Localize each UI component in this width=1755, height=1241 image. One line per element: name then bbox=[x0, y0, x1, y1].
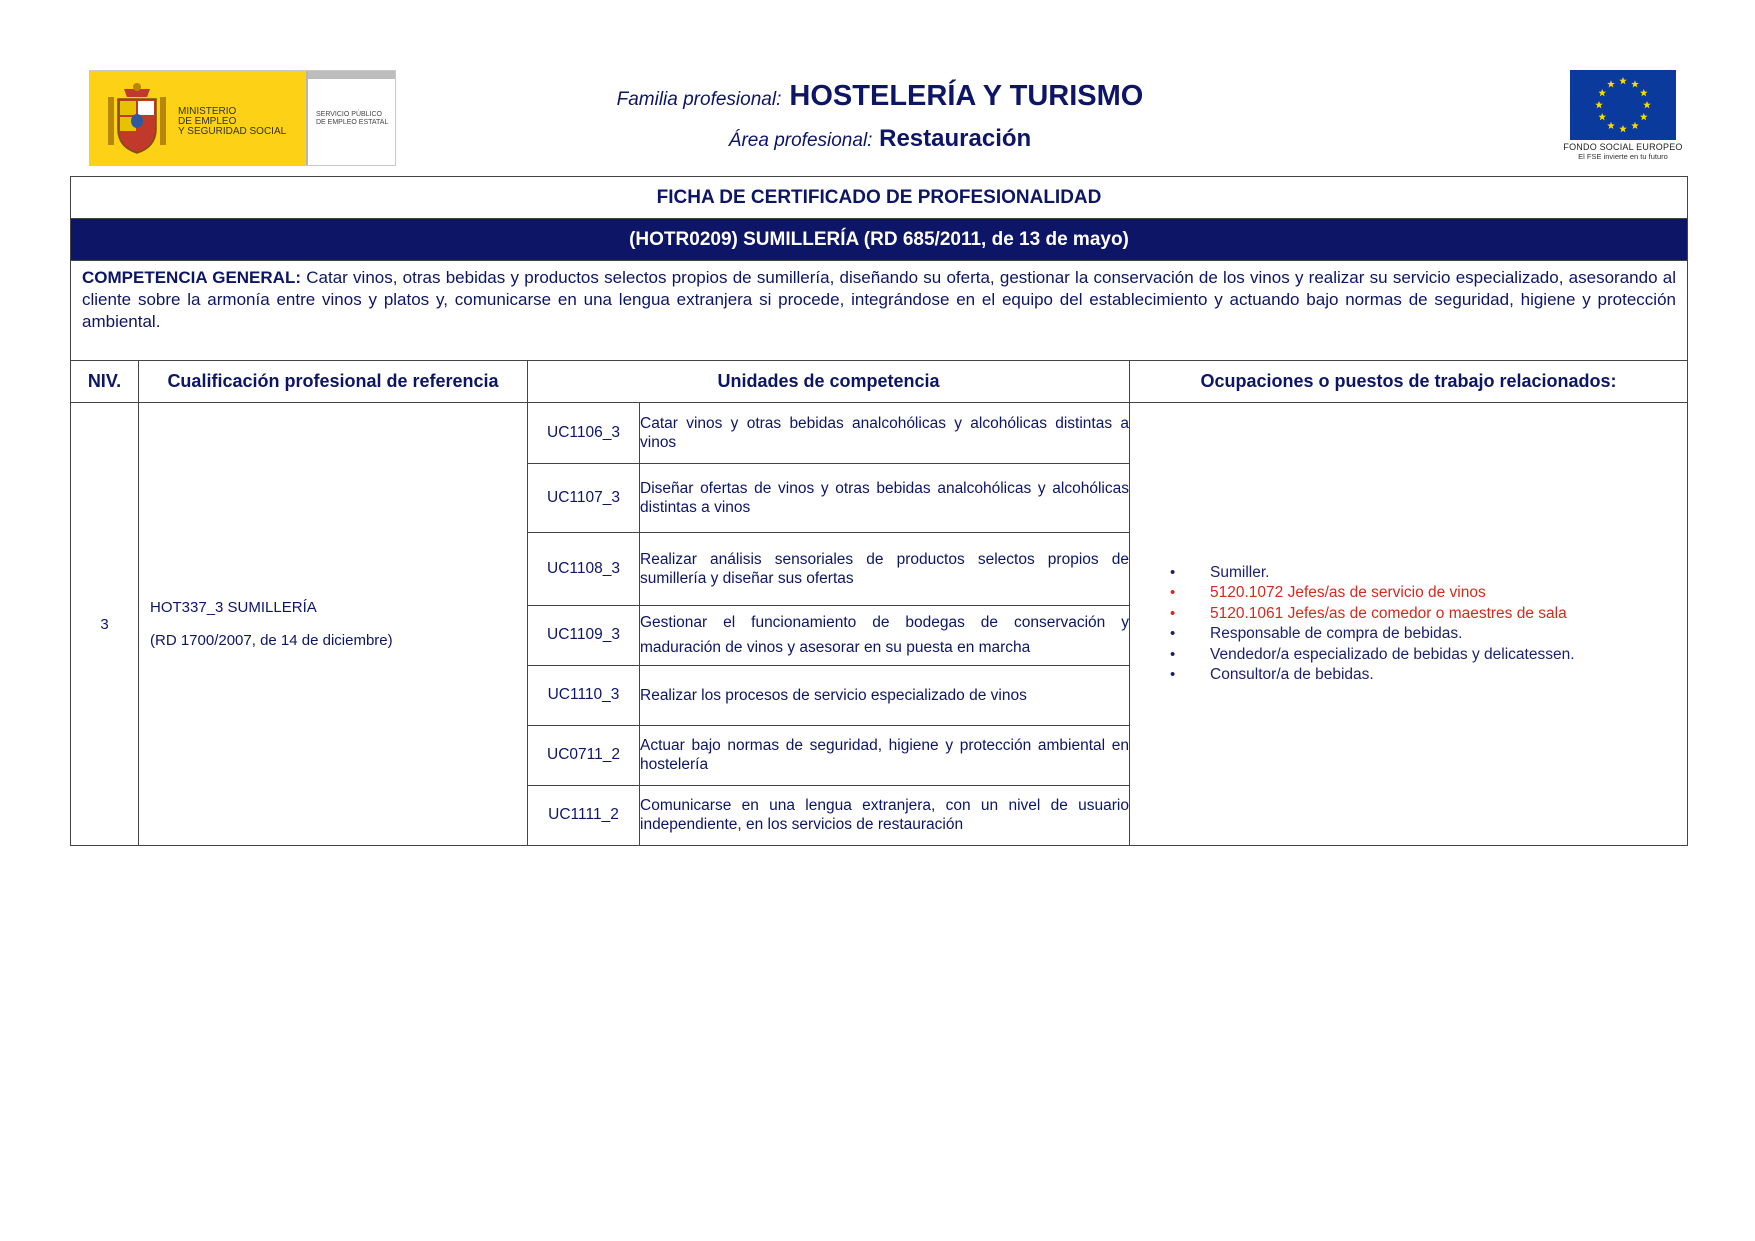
units-table bbox=[528, 403, 1129, 845]
uc-code: UC1108_3 bbox=[528, 532, 640, 605]
uc-desc: Actuar bajo normas de seguridad, higiene y protección ambiental en hostelería bbox=[640, 725, 1130, 785]
col-unidades: Unidades de competencia bbox=[528, 361, 1130, 403]
table-row bbox=[528, 725, 1129, 785]
cualificacion-rd: (RD 1700/2007, de 14 de diciembre) bbox=[150, 632, 393, 649]
certificate-table bbox=[70, 176, 1688, 846]
competencia-general bbox=[71, 261, 1688, 361]
table-row bbox=[528, 665, 1129, 725]
col-ocupaciones: Ocupaciones o puestos de trabajo relacionados: bbox=[1130, 361, 1688, 403]
uc-desc: Catar vinos y otras bebidas analcohólicas y alcohólicas distintas a vinos bbox=[640, 403, 1130, 463]
col-cualificacion: Cualificación profesional de referencia bbox=[139, 361, 528, 403]
uc-desc: Realizar análisis sensoriales de productos selectos propios de sumillería y diseñar sus ofertas bbox=[640, 532, 1130, 605]
uc-desc: Comunicarse en una lengua extranjera, con un nivel de usuario independiente, en los servicios de restauración bbox=[640, 797, 1129, 834]
coat-of-arms-icon bbox=[104, 81, 170, 157]
list-item: • Consultor/a de bebidas. bbox=[1170, 665, 1687, 686]
uc-code: UC1106_3 bbox=[528, 403, 640, 463]
ministry-name: MINISTERIO DE EMPLEO Y SEGURIDAD SOCIAL bbox=[178, 106, 287, 137]
table-row bbox=[528, 785, 1129, 845]
uc-code: UC1109_3 bbox=[528, 605, 640, 665]
ministry-logo bbox=[89, 70, 396, 166]
table-row bbox=[528, 605, 1129, 665]
sepe-name: SERVICIO PÚBLICO DE EMPLEO ESTATAL bbox=[316, 111, 389, 126]
eu-slogan: El FSE invierte en tu futuro bbox=[1578, 152, 1668, 161]
unidades-cell bbox=[528, 403, 1130, 846]
area-profesional: Área profesional: Restauración bbox=[728, 125, 1032, 152]
sepe-logo bbox=[306, 71, 395, 165]
table-row bbox=[528, 532, 1129, 605]
page-title bbox=[560, 78, 1200, 156]
list-item: • 5120.1061 Jefes/as de comedor o maestres de sala bbox=[1170, 604, 1687, 625]
list-item: • 5120.1072 Jefes/as de servicio de vinos bbox=[1170, 583, 1687, 604]
eu-logo bbox=[1553, 70, 1693, 170]
col-niv: NIV. bbox=[71, 361, 139, 403]
ficha-title: FICHA DE CERTIFICADO DE PROFESIONALIDAD bbox=[71, 177, 1688, 219]
uc-code: UC0711_2 bbox=[528, 725, 640, 785]
table-row bbox=[528, 403, 1129, 463]
uc-code: UC1111_2 bbox=[528, 785, 640, 845]
table-row bbox=[528, 463, 1129, 532]
uc-desc: Gestionar el funcionamiento de bodegas de conservación y maduración de vinos y asesorar en su puesta en marcha bbox=[640, 605, 1130, 665]
nivel-value: 3 bbox=[71, 403, 139, 846]
uc-code: UC1107_3 bbox=[528, 463, 640, 532]
list-item: • Responsable de compra de bebidas. bbox=[1170, 624, 1687, 645]
certificate-code: (HOTR0209) SUMILLERÍA (RD 685/2011, de 13 de mayo) bbox=[71, 219, 1688, 261]
occupations-list bbox=[1170, 563, 1687, 686]
uc-desc: Diseñar ofertas de vinos y otras bebidas analcohólicas y alcohólicas distintas a vinos bbox=[640, 463, 1130, 532]
uc-desc: Realizar los procesos de servicio especializado de vinos bbox=[640, 665, 1130, 725]
ocupaciones-cell bbox=[1130, 403, 1688, 846]
list-item: • Vendedor/a especializado de bebidas y delicatessen. bbox=[1170, 645, 1687, 666]
eu-fund-name: FONDO SOCIAL EUROPEO bbox=[1563, 142, 1683, 152]
eu-flag-icon bbox=[1570, 70, 1676, 140]
uc-code: UC1110_3 bbox=[528, 665, 640, 725]
cualificacion-cell bbox=[139, 403, 528, 846]
cualificacion-name: HOT337_3 SUMILLERÍA bbox=[150, 599, 317, 616]
list-item: • Sumiller. bbox=[1170, 563, 1687, 584]
familia-profesional: Familia profesional: HOSTELERÍA Y TURISMO bbox=[616, 80, 1144, 112]
competencia-label: COMPETENCIA GENERAL: bbox=[82, 268, 301, 287]
ministry-logo-yellow bbox=[90, 71, 306, 165]
competencia-text: Catar vinos, otras bebidas y productos selectos propios de sumillería, diseñando su oferta, gestionar la conservación de los vinos y realizar su servicio especializado, asesorando al cliente sobre la armonía entre vinos y platos y, comunicarse en una lengua extranjera si procede, integrándose en el equipo del establecimiento y actuando bajo normas de seguridad, higiene y protección ambiental. bbox=[82, 268, 1676, 331]
